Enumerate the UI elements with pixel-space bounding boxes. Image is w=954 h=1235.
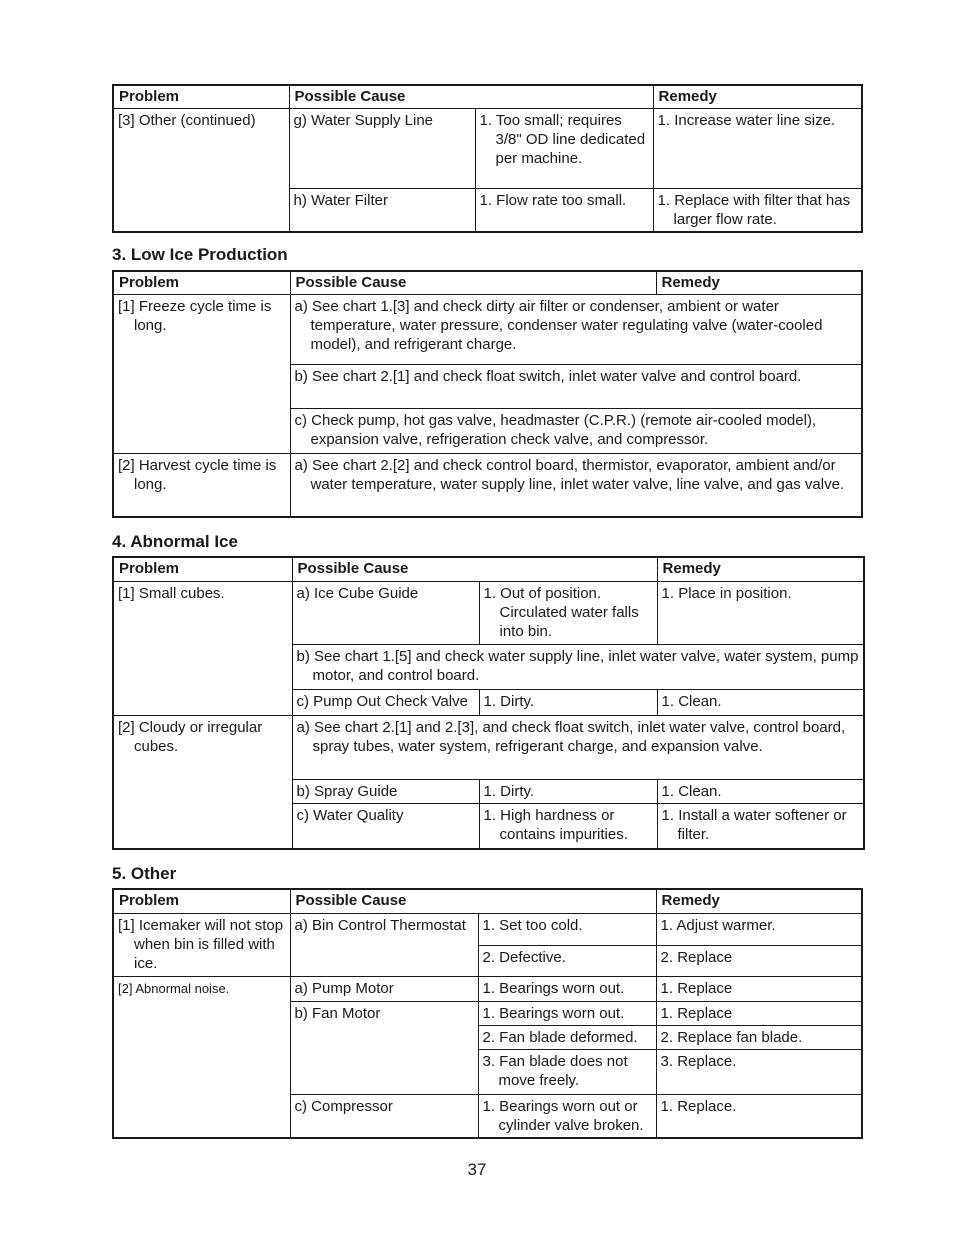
remedy-cell: 1. Replace (656, 976, 862, 1001)
remedy-cell: 1. Adjust warmer. (656, 913, 862, 945)
remedy-cell: 2. Replace (656, 945, 862, 976)
header-problem: Problem (113, 889, 290, 913)
detail-cell: 1. Dirty. (479, 689, 657, 715)
cause-cell: b) See chart 1.[5] and check water supply line, inlet water valve, water system, pump motor, and control board. (292, 644, 864, 689)
header-cause: Possible Cause (289, 85, 653, 108)
remedy-cell: 3. Replace. (656, 1049, 862, 1094)
header-cause: Possible Cause (290, 889, 656, 913)
detail-cell: 1. Flow rate too small. (475, 188, 653, 232)
detail-cell: 1. Set too cold. (478, 913, 656, 945)
detail-cell: 3. Fan blade does not move freely. (478, 1049, 656, 1094)
cause-cell: a) See chart 2.[2] and check control board, thermistor, evaporator, ambient and/or water temperature, water supply line, inlet water valve, line valve, and gas valve. (290, 453, 862, 517)
cause-cell: h) Water Filter (289, 188, 475, 232)
cause-cell: c) Check pump, hot gas valve, headmaster (C.P.R.) (remote air-cooled model), expansion valve, refrigeration check valve, and compressor. (290, 408, 862, 453)
detail-cell: 2. Fan blade deformed. (478, 1025, 656, 1049)
remedy-cell: 1. Replace (656, 1001, 862, 1025)
detail-cell: 1. Bearings worn out. (478, 1001, 656, 1025)
remedy-cell: 2. Replace fan blade. (656, 1025, 862, 1049)
page-number: 37 (467, 1160, 487, 1179)
header-problem: Problem (113, 271, 290, 294)
section-title-low-ice: 3. Low Ice Production (112, 245, 288, 264)
remedy-cell: 1. Replace. (656, 1094, 862, 1138)
cause-cell: c) Pump Out Check Valve (292, 689, 479, 715)
detail-cell: 1. Out of position. Circulated water falls into bin. (479, 581, 657, 644)
cause-cell: c) Water Quality (292, 803, 479, 849)
abnormal-ice-table (112, 556, 865, 850)
cause-cell: b) Fan Motor (290, 1001, 478, 1094)
cause-cell: a) Ice Cube Guide (292, 581, 479, 644)
header-remedy: Remedy (656, 889, 862, 913)
remedy-cell: 1. Replace with filter that has larger flow rate. (653, 188, 862, 232)
cause-cell: a) See chart 2.[1] and 2.[3], and check float switch, inlet water valve, control board, spray tubes, water system, refrigerant charge, and expansion valve. (292, 715, 864, 779)
header-remedy: Remedy (656, 271, 862, 294)
header-cause: Possible Cause (292, 557, 657, 581)
cause-cell: b) See chart 2.[1] and check float switch, inlet water valve and control board. (290, 364, 862, 408)
header-problem: Problem (113, 557, 292, 581)
problem-cell: [2] Abnormal noise. (113, 976, 290, 1138)
other-table (112, 888, 863, 1139)
section-title-other: 5. Other (112, 864, 177, 883)
header-remedy: Remedy (653, 85, 862, 108)
detail-cell: 1. Bearings worn out or cylinder valve broken. (478, 1094, 656, 1138)
detail-cell: 2. Defective. (478, 945, 656, 976)
cause-cell: c) Compressor (290, 1094, 478, 1138)
problem-cell: [1] Icemaker will not stop when bin is filled with ice. (113, 913, 290, 976)
cause-cell: g) Water Supply Line (289, 108, 475, 188)
remedy-cell: 1. Clean. (657, 779, 864, 803)
cause-cell: b) Spray Guide (292, 779, 479, 803)
cause-cell: a) Pump Motor (290, 976, 478, 1001)
header-problem: Problem (113, 85, 289, 108)
problem-cell: [1] Freeze cycle time is long. (113, 294, 290, 453)
detail-cell: 1. Too small; requires 3/8" OD line dedicated per machine. (475, 108, 653, 188)
problem-cell: [2] Cloudy or irregular cubes. (113, 715, 292, 849)
problem-cell: [2] Harvest cycle time is long. (113, 453, 290, 517)
remedy-cell: 1. Increase water line size. (653, 108, 862, 188)
header-remedy: Remedy (657, 557, 864, 581)
detail-cell: 1. High hardness or contains impurities. (479, 803, 657, 849)
cause-cell: a) Bin Control Thermostat (290, 913, 478, 976)
remedy-cell: 1. Install a water softener or filter. (657, 803, 864, 849)
detail-cell: 1. Dirty. (479, 779, 657, 803)
other-continued-table (112, 84, 863, 233)
low-ice-table (112, 270, 863, 518)
problem-cell: [3] Other (continued) (113, 108, 289, 232)
remedy-cell: 1. Clean. (657, 689, 864, 715)
detail-cell: 1. Bearings worn out. (478, 976, 656, 1001)
section-title-abnormal-ice: 4. Abnormal Ice (112, 532, 238, 551)
remedy-cell: 1. Place in position. (657, 581, 864, 644)
problem-cell: [1] Small cubes. (113, 581, 292, 715)
header-cause: Possible Cause (290, 271, 656, 294)
cause-cell: a) See chart 1.[3] and check dirty air filter or condenser, ambient or water temperature, water pressure, condenser water regulating valve (water-cooled model), and refrigerant charge. (290, 294, 862, 364)
